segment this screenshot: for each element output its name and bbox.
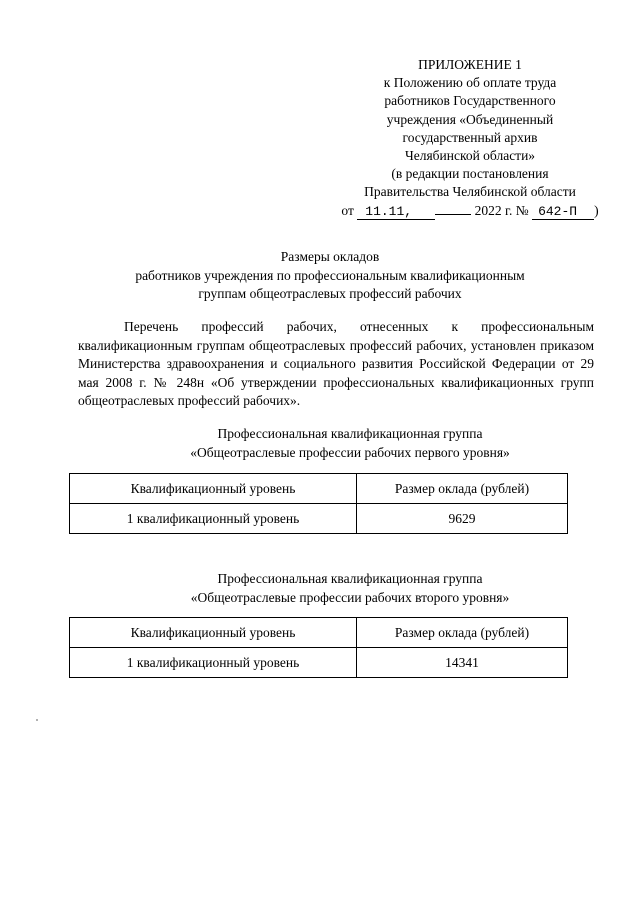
- group-heading-line: «Общеотраслевые профессии рабочих второго уровня»: [190, 590, 510, 605]
- column-header-level: Квалификационный уровень: [70, 474, 357, 504]
- intro-paragraph: Перечень профессий рабочих, отнесенных к профессиональным квалификационным группам общеотраслевых профессий рабочих, установлен приказом Министерства здравоохранения и социального развития Российской Федерации от 29 мая 2008 г. № 248н «Об утверждении профессиональных квалификационных групп общеотраслевых профессий рабочих».: [78, 319, 594, 408]
- date-underline-gap: [435, 214, 471, 215]
- title-line: работников учреждения по профессиональным квалификационным: [135, 267, 525, 283]
- cell-salary: 9629: [357, 504, 568, 534]
- cell-salary: 14341: [357, 648, 568, 678]
- appendix-line: работников Государственного: [384, 93, 556, 109]
- appendix-heading: ПРИЛОЖЕНИЕ 1: [418, 57, 522, 72]
- group-heading-line: Профессиональная квалификационная группа: [217, 426, 483, 441]
- table-header-row: [70, 618, 568, 648]
- resolution-date: 11.11,: [357, 205, 435, 220]
- from-label: от: [341, 202, 354, 218]
- appendix-line: учреждения «Объединенный: [386, 111, 554, 127]
- appendix-line: Правительства Челябинской области: [364, 184, 576, 200]
- group-heading-line: «Общеотраслевые профессии рабочих первого уровня»: [190, 445, 510, 460]
- document-title: [60, 248, 600, 304]
- close-paren: ): [594, 202, 599, 218]
- column-header-salary: Размер оклада (рублей): [357, 618, 568, 648]
- scan-speck: [36, 719, 38, 721]
- group-heading-second-level: [100, 569, 600, 607]
- appendix-line: (в редакции постановления: [391, 166, 549, 182]
- cell-level: 1 квалификационный уровень: [70, 504, 357, 534]
- appendix-header: [320, 56, 620, 220]
- table-header-row: [70, 474, 568, 504]
- salary-table-second-level: [69, 617, 568, 678]
- group-heading-first-level: [100, 424, 600, 462]
- group-heading-line: Профессиональная квалификационная группа: [217, 571, 483, 586]
- resolution-date-line: [320, 202, 620, 220]
- title-line: Размеры окладов: [280, 249, 380, 264]
- salary-table-first-level: [69, 473, 568, 534]
- resolution-number: 642-П: [532, 205, 594, 220]
- appendix-line: Челябинской области»: [404, 148, 536, 164]
- column-header-salary: Размер оклада (рублей): [357, 474, 568, 504]
- column-header-level: Квалификационный уровень: [70, 618, 357, 648]
- appendix-line: к Положению об оплате труда: [383, 75, 557, 91]
- table-row: [70, 648, 568, 678]
- title-line: группам общеотраслевых профессий рабочих: [198, 286, 462, 301]
- cell-level: 1 квалификационный уровень: [70, 648, 357, 678]
- year-text: 2022 г. №: [474, 202, 529, 218]
- table-row: [70, 504, 568, 534]
- appendix-line: государственный архив: [402, 129, 538, 145]
